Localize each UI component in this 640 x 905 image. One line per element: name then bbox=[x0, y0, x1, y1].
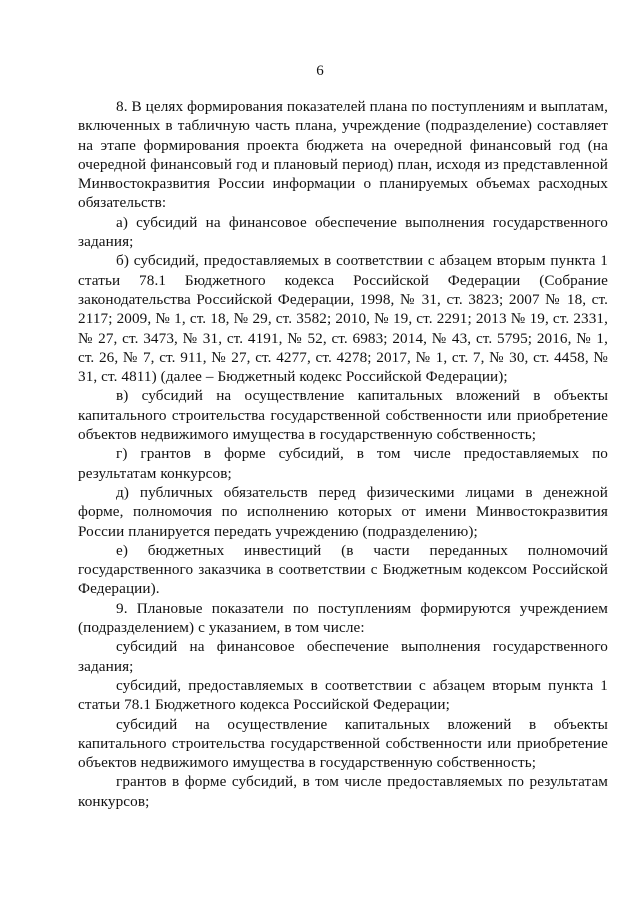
paragraph-8: 8. В целях формирования показателей плана по поступлениям и выплатам, включенных в табличную часть плана, учреждение (подразделение) составляет на этапе формирования проекта бюджета на очередной финансовый год (на очередной финансовый год и плановый период) план, исходя из представленной Минвостокразвития России информации о планируемых объемах расходных обязательств: bbox=[78, 98, 608, 212]
list-item-b: б) субсидий, предоставляемых в соответствии с абзацем вторым пункта 1 статьи 78.1 Бюджетного кодекса Российской Федерации (Собрание законодательства Российской Федерации, 1998, № 31, ст. 3823; 2007 № 18, ст. 2117; 2009, № 1, ст. 18, № 29, ст. 3582; 2010, № 19, ст. 2291; 2013 № 19, ст. 2331, № 27, ст. 3473, № 31, ст. 4191, № 52, ст. 6983; 2014, № 43, ст. 5795; 2016, № 1, ст. 26, № 7, ст. 911, № 27, ст. 4277, ст. 4278; 2017, № 1, ст. 7, № 30, ст. 4458, № 31, ст. 4811) (далее – Бюджетный кодекс Российской Федерации); bbox=[78, 252, 608, 386]
list-item-e: е) бюджетных инвестиций (в части переданных полномочий государственного заказчика в соответствии с Бюджетным кодексом Российской Федерации). bbox=[78, 541, 608, 598]
page-number: 6 bbox=[316, 63, 324, 79]
list-item-a: а) субсидий на финансовое обеспечение выполнения государственного задания; bbox=[78, 213, 608, 251]
list-item-v: в) субсидий на осуществление капитальных вложений в объекты капитального строительства государственной собственности или приобретение объектов недвижимого имущества в государственную собственность; bbox=[78, 387, 608, 444]
paragraph-9-item-4: грантов в форме субсидий, в том числе предоставляемых по результатам конкурсов; bbox=[78, 773, 608, 810]
paragraph-9: 9. Плановые показатели по поступлениям формируются учреждением (подразделением) с указанием, в том числе: bbox=[78, 599, 608, 637]
document-body bbox=[78, 97, 608, 811]
paragraph-9-item-1: субсидий на финансовое обеспечение выполнения государственного задания; bbox=[78, 638, 608, 675]
list-item-d: д) публичных обязательств перед физическими лицами в денежной форме, полномочия по исполнению которых от имени Минвостокразвития России планируется передать учреждению (подразделению); bbox=[78, 483, 608, 540]
paragraph-9-item-3: субсидий на осуществление капитальных вложений в объекты капитального строительства государственной собственности или приобретение объектов недвижимого имущества в государственную собственность; bbox=[78, 715, 608, 772]
list-item-g: г) грантов в форме субсидий, в том числе предоставляемых по результатам конкурсов; bbox=[78, 445, 608, 482]
paragraph-9-item-2: субсидий, предоставляемых в соответствии с абзацем вторым пункта 1 статьи 78.1 Бюджетного кодекса Российской Федерации; bbox=[78, 676, 608, 714]
